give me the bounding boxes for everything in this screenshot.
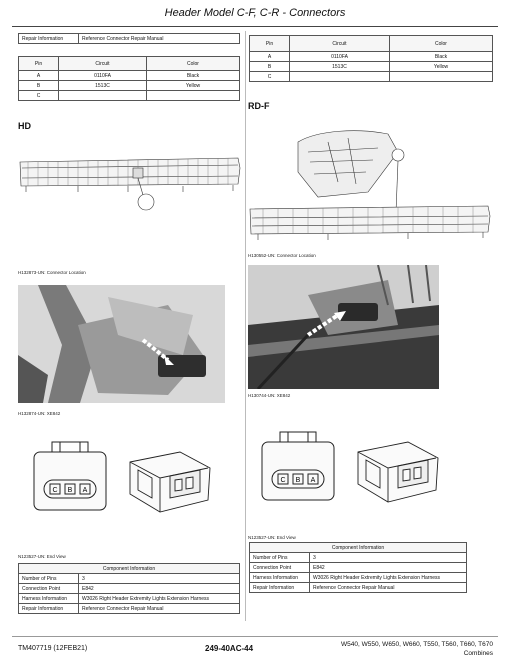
info-value: Reference Connector Repair Manual <box>310 583 467 593</box>
table-row <box>19 574 240 584</box>
info-label: Number of Pins <box>19 574 79 584</box>
pin-cell: C <box>19 91 59 101</box>
info-value: E842 <box>79 584 240 594</box>
circuit-cell <box>290 72 390 82</box>
page-title: Header Model C-F, C-R - Connectors <box>164 7 346 19</box>
connector-end-view-icon <box>30 438 230 518</box>
info-value: W3026 Right Header Extremity Lights Extension Harness <box>310 573 467 583</box>
rdf-connector-end-view-icon <box>258 428 458 508</box>
info-label: Repair Information <box>19 604 79 614</box>
color-cell <box>147 91 240 101</box>
info-value: E842 <box>310 563 467 573</box>
table-row <box>250 553 467 563</box>
table-row <box>250 62 493 72</box>
hd-end-view-figure <box>30 438 230 518</box>
table-row <box>250 573 467 583</box>
table-row <box>19 91 240 101</box>
info-label: Connection Point <box>250 563 310 573</box>
color-header: Color <box>147 57 240 71</box>
pin-cell: B <box>19 81 59 91</box>
component-info-title: Component Information <box>19 564 240 574</box>
pin-cell: A <box>19 71 59 81</box>
table-row <box>19 81 240 91</box>
caption-hd-location: H132873-UN: Connector Location <box>18 270 86 275</box>
table-row <box>250 583 467 593</box>
left-repair-table <box>18 33 240 44</box>
info-label: Harness Information <box>250 573 310 583</box>
rdf-xe842-photo <box>248 265 439 389</box>
footer-page-number: 249-40AC-44 <box>205 644 254 653</box>
circuit-cell <box>59 91 147 101</box>
pin-label-b: B <box>295 477 301 484</box>
color-cell <box>390 72 493 82</box>
pin-label-c: C <box>52 487 58 494</box>
caption-rdf-end-view: N123527-UN: End View <box>248 535 296 540</box>
circuit-cell: 0110FA <box>290 52 390 62</box>
circuit-cell: 1513C <box>290 62 390 72</box>
column-divider <box>245 31 246 621</box>
rdf-xe842-photo-icon <box>248 265 439 389</box>
component-info-title: Component Information <box>250 543 467 553</box>
color-cell: Yellow <box>390 62 493 72</box>
table-header <box>19 564 240 574</box>
caption-hd-end-view: N123527-UN: End View <box>18 554 66 559</box>
pin-label-a: A <box>310 477 316 484</box>
rdf-end-view-figure <box>258 428 458 508</box>
section-heading-rd-f: RD-F <box>248 101 270 111</box>
header-drawing-icon <box>18 140 243 260</box>
pin-label-b: B <box>67 487 73 494</box>
repair-value: Reference Connector Repair Manual <box>79 34 240 44</box>
header-rule <box>12 26 498 27</box>
table-row <box>19 34 240 44</box>
info-label: Repair Information <box>250 583 310 593</box>
color-cell: Yellow <box>147 81 240 91</box>
table-row <box>250 52 493 62</box>
info-label: Number of Pins <box>250 553 310 563</box>
table-row <box>250 563 467 573</box>
caption-hd-xe842: H132874-UN: XE842 <box>18 411 61 416</box>
left-pin-table <box>18 56 240 101</box>
color-cell: Black <box>147 71 240 81</box>
info-value: 3 <box>79 574 240 584</box>
hd-xe842-photo <box>18 285 225 403</box>
pin-header: Pin <box>19 57 59 71</box>
section-heading-hd: HD <box>18 121 31 131</box>
info-label: Harness Information <box>19 594 79 604</box>
color-cell: Black <box>390 52 493 62</box>
table-row <box>19 71 240 81</box>
pin-label-a: A <box>82 487 88 494</box>
table-header <box>250 36 493 52</box>
circuit-cell: 0110FA <box>59 71 147 81</box>
hd-connector-location-figure <box>18 140 243 260</box>
circuit-header: Circuit <box>290 36 390 52</box>
footer-rule <box>12 636 498 637</box>
color-header: Color <box>390 36 493 52</box>
right-pin-table <box>249 35 493 82</box>
pin-cell: A <box>250 52 290 62</box>
rdf-connector-location-figure <box>248 112 493 248</box>
info-value: 3 <box>310 553 467 563</box>
pin-label-c: C <box>280 477 286 484</box>
table-row <box>19 594 240 604</box>
footer-product: Combines <box>463 650 493 657</box>
info-value: W3026 Right Header Extremity Lights Extension Harness <box>79 594 240 604</box>
table-row <box>19 584 240 594</box>
footer-models <box>305 640 493 658</box>
table-header <box>250 543 467 553</box>
pin-cell: B <box>250 62 290 72</box>
circuit-header: Circuit <box>59 57 147 71</box>
caption-rdf-location: H130552-UN: Connector Location <box>248 253 316 258</box>
pin-header: Pin <box>250 36 290 52</box>
info-value: Reference Connector Repair Manual <box>79 604 240 614</box>
footer-doc-number: TM407719 (12FEB21) <box>18 645 88 652</box>
info-label: Connection Point <box>19 584 79 594</box>
pin-cell: C <box>250 72 290 82</box>
table-header <box>19 57 240 71</box>
rdf-header-drawing-icon <box>248 112 493 248</box>
table-row <box>19 604 240 614</box>
caption-rdf-xe842: H130744-UN: XE842 <box>248 393 291 398</box>
footer-model-list: W540, W550, W650, W660, T550, T560, T660, T670 <box>341 641 493 648</box>
table-row <box>250 72 493 82</box>
xe842-photo-icon <box>18 285 225 403</box>
right-component-info-table <box>249 542 467 593</box>
circuit-cell: 1513C <box>59 81 147 91</box>
repair-label: Repair Information <box>19 34 79 44</box>
left-component-info-table <box>18 563 240 614</box>
